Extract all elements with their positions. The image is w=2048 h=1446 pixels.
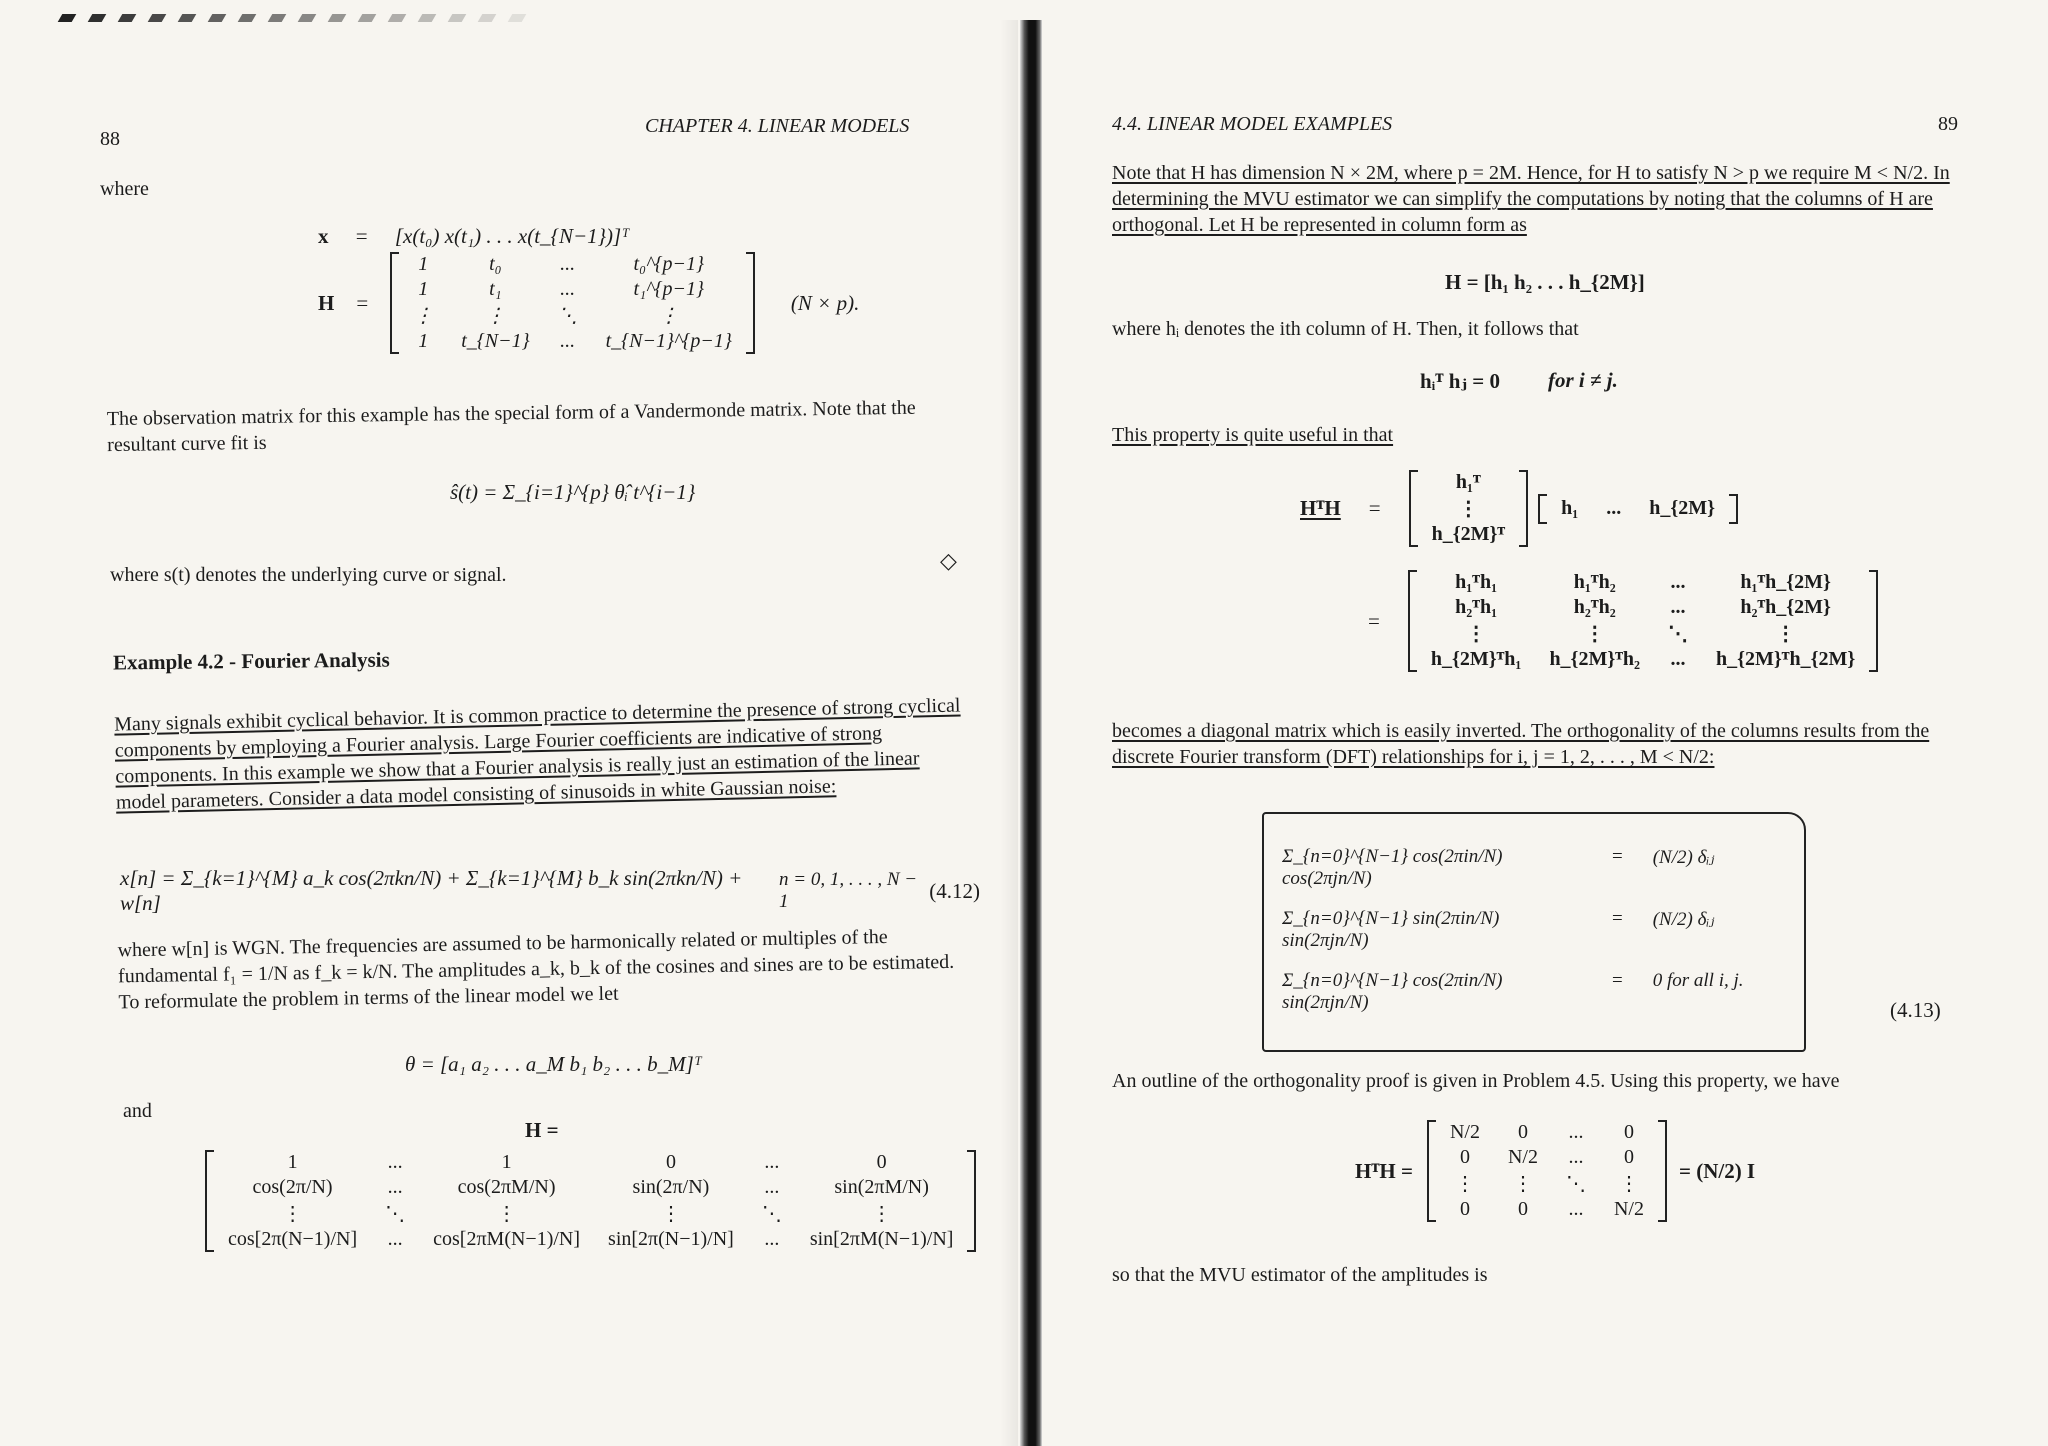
scan-artifact-mark [268,14,287,22]
matrix-cell: 1 [501,1151,512,1173]
matrix-cell: h₁ᵀh_{2M} [1740,571,1831,593]
matrix-cell: 0 [665,1151,676,1173]
eq-412-number: (4.12) [929,878,980,903]
matrix-bracket-right [746,252,755,354]
matrix-cell: ⋮ [1618,1173,1639,1195]
scan-artifact-mark [88,14,107,22]
fourier-paragraph-text: Many signals exhibit cyclical behavior. It is common practice to determine the presence of strong cyclical components by employing a Fourier analysis. Large Fourier coefficients are indicative of strong components. In this example we show that a Fourier analysis is really just an estimation of the linear model parameters. Consider a data model consisting of sinusoids in white Gaussian noise: [113,694,961,814]
where-label-1: where [100,178,149,200]
scan-artifact-mark [238,14,257,22]
matrix-cell: ⋮ [1454,1173,1475,1195]
hth-diag-rhs: = (N/2) I [1678,1158,1756,1183]
matrix-cell: ⋮ [1512,1173,1533,1195]
matrix-cell: t_{N−1} [461,330,530,352]
eq-x-lhs: x [318,224,329,248]
scan-artifact-mark [148,14,167,22]
hth-column-matrix [1409,470,1528,547]
dft-relation-rhs: (N/2) δᵢⱼ [1652,847,1715,868]
matrix-cell: h₁ᵀ [1455,471,1481,493]
matrix-row [1418,522,1519,547]
scan-artifact-mark [388,14,407,22]
matrix-row [214,1175,967,1200]
matrix-row [1436,1120,1658,1145]
matrix-cell: h₂ᵀh₁ [1455,596,1498,618]
equation-hth-full [1368,570,1878,672]
matrix-cell: ⋱ [1565,1173,1586,1195]
matrix-cell: h₁ [1561,497,1579,519]
equation-hth-diagonal [1355,1120,1755,1222]
matrix-cell: ⋮ [660,1203,681,1225]
matrix-bracket-right [1519,470,1528,547]
matrix-cell: ⋮ [413,305,434,327]
matrix-cell: t_{N−1}^{p−1} [605,330,732,352]
matrix-cell: t₁^{p−1} [633,278,704,300]
matrix-cell: 1 [418,278,429,300]
matrix-cell: h₂ᵀh₂ [1573,596,1616,618]
dft-relations-list [1264,814,1804,1046]
equation-curve-fit: ŝ(t) = Σ_{i=1}^{p} θ̂ᵢ t^{i−1} [450,480,696,504]
matrix-cell: h₁ᵀh₂ [1573,571,1616,593]
equation-h-vandermonde [318,252,859,354]
dft-relation-rhs: (N/2) δᵢⱼ [1652,909,1715,930]
right-page-number: 89 [1938,113,1958,135]
scan-artifact-mark [328,14,347,22]
matrix-row [214,1200,967,1227]
matrix-cell: ⋱ [1668,623,1689,645]
matrix-bracket-left [390,252,399,354]
matrix-cell: ... [387,1176,403,1198]
matrix-row [1436,1170,1658,1197]
matrix-row [214,1150,967,1175]
equation-x-vector [318,224,629,249]
scan-artifact-mark [298,14,317,22]
end-of-example-diamond: ◇ [940,548,957,573]
matrix-row [1436,1145,1658,1170]
matrix-row [399,252,746,277]
dimension-paragraph [1112,160,1958,238]
matrix-row [399,329,746,354]
matrix-cell: 0 [1517,1198,1528,1220]
dft-relation-row [1282,908,1786,952]
hth-full-matrix [1408,570,1878,672]
matrix-cell: sin[2πM(N−1)/N] [809,1228,954,1250]
matrix-cell: ⋮ [485,305,506,327]
matrix-cell: ... [1568,1121,1584,1143]
matrix-cell: h_{2M}ᵀh_{2M} [1716,648,1856,670]
matrix-row [1418,495,1519,522]
hth-diagonal-table [1436,1120,1658,1222]
hth-full-table [1417,570,1869,672]
dft-relation-lhs: Σ_{n=0}^{N−1} cos(2πin/N) sin(2πjn/N) [1282,970,1503,1013]
matrix-row [1417,647,1869,672]
matrix-cell: N/2 [1613,1198,1644,1220]
dft-relation-row [1282,846,1786,890]
matrix-cell: ⋱ [557,305,578,327]
matrix-bracket-left [1409,470,1418,547]
matrix-bracket-right [967,1150,976,1252]
matrix-row [399,277,746,302]
matrix-cell: ⋮ [282,1203,303,1225]
matrix-cell: ... [1670,596,1686,618]
matrix-cell: cos(2π/N) [252,1176,333,1198]
matrix-cell: t₀ [489,253,502,275]
hth-column-table [1418,470,1519,547]
eq-h-lhs: H [318,290,335,315]
eq-412-range: n = 0, 1, . . . , N − 1 [779,869,918,912]
fourier-h-matrix [205,1150,976,1258]
fourier-intro-paragraph [114,692,966,815]
matrix-cell: ⋱ [761,1203,782,1225]
scan-artifact-mark [118,14,137,22]
matrix-cell: N/2 [1507,1146,1538,1168]
matrix-cell: 0 [1459,1146,1470,1168]
hth-row-table [1547,496,1729,521]
matrix-cell: h_{2M}ᵀ [1431,523,1506,545]
left-running-head: CHAPTER 4. LINEAR MODELS [645,115,910,137]
diagonal-paragraph [1112,718,1958,770]
matrix-cell: t₁ [489,278,502,300]
matrix-bracket-right [1729,494,1738,524]
matrix-cell: ⋮ [871,1203,892,1225]
where-signal-text: where s(t) denotes the underlying curve or signal. [110,564,507,586]
matrix-cell: 0 [1623,1146,1634,1168]
hth-diagonal-matrix [1427,1120,1667,1222]
dft-relation-lhs: Σ_{n=0}^{N−1} sin(2πin/N) sin(2πjn/N) [1282,908,1500,951]
eq-x-op: = [355,224,368,248]
fourier-matrix-wrap [205,1150,976,1252]
dft-relation-lhs: Σ_{n=0}^{N−1} cos(2πin/N) cos(2πjn/N) [1282,846,1503,889]
matrix-cell: cos[2π(N−1)/N] [228,1228,358,1250]
scan-artifact-mark [58,14,77,22]
equation-4-12 [120,866,980,916]
and-label: and [123,1100,152,1122]
matrix-cell: ... [560,330,576,352]
equation-orthogonality [1420,368,1618,394]
matrix-cell: ⋮ [658,305,679,327]
hth-eq-sign: = [1368,496,1381,520]
matrix-row [1417,570,1869,595]
diagonal-paragraph-text: becomes a diagonal matrix which is easily inverted. The orthogonality of the columns results from the discrete Fourier transform (DFT) relationships for i, j = 1, 2, . . . , M < N/2: [1112,720,1930,768]
book-spine [1020,20,1042,1446]
matrix-cell: ... [1606,497,1622,519]
eq-h-dims: (N × p). [790,290,860,315]
dft-relation-equals: = [1612,846,1623,867]
scan-artifact-mark [358,14,377,22]
matrix-row [214,1227,967,1252]
matrix-row [1417,620,1869,647]
matrix-cell: 0 [876,1151,887,1173]
matrix-cell: ... [1670,571,1686,593]
scan-artifact-mark [448,14,467,22]
vandermonde-paragraph: The observation matrix for this example has the special form of a Vandermonde matrix. Note that the resultant curve fit is [106,396,916,457]
eq-412-body: x[n] = Σ_{k=1}^{M} a_k cos(2πkn/N) + Σ_{k=1}^{M} b_k sin(2πkn/N) + w[n] [120,866,743,915]
matrix-cell: sin[2π(N−1)/N] [608,1228,734,1250]
matrix-cell: 0 [1517,1121,1528,1143]
outline-paragraph: An outline of the orthogonality proof is given in Problem 4.5. Using this property, we have [1112,1070,1840,1092]
matrix-bracket-left [205,1150,214,1252]
matrix-cell: ⋮ [1775,623,1796,645]
matrix-bracket-left [1427,1120,1436,1222]
hth-row-matrix [1538,494,1738,524]
matrix-cell: h_{2M}ᵀh₂ [1549,648,1641,670]
matrix-bracket-left [1408,570,1417,672]
matrix-cell: 1 [418,330,429,352]
matrix-cell: ... [1568,1198,1584,1220]
matrix-bracket-right [1869,570,1878,672]
vandermonde-matrix [390,252,755,354]
equation-theta: θ = [a₁ a₂ . . . a_M b₁ b₂ . . . b_M]ᵀ [405,1052,702,1076]
scan-artifact-mark [178,14,197,22]
dft-relation-equals: = [1612,908,1623,929]
matrix-cell: sin(2πM/N) [834,1176,929,1198]
matrix-cell: ... [764,1176,780,1198]
eq-h-op: = [356,290,369,315]
matrix-cell: ... [560,278,576,300]
matrix-cell: 1 [418,253,429,275]
dft-relation-equals: = [1612,970,1623,991]
matrix-cell: ... [764,1228,780,1250]
matrix-cell: ⋮ [1584,623,1605,645]
dft-relation-rhs: 0 for all i, j. [1652,970,1744,991]
matrix-cell: 0 [1459,1198,1470,1220]
matrix-cell: ... [560,253,576,275]
matrix-row [1436,1197,1658,1222]
eq-413-number: (4.13) [1890,998,1941,1022]
equation-h-columns: H = [h₁ h₂ . . . h_{2M}] [1445,270,1645,294]
matrix-cell: 0 [1623,1121,1634,1143]
matrix-bracket-right [1658,1120,1667,1222]
hth-full-eq-sign: = [1368,608,1380,633]
wgn-paragraph-text: where w[n] is WGN. The frequencies are assumed to be harmonically related or multiples of the fundamental f₁ = 1/N as f_k = k/N. The amplitudes a_k, b_k of the cosines and sines are to be estimated. To reformulate the problem in terms of the linear model we let [117,925,955,1014]
left-page-number: 88 [100,128,120,150]
matrix-cell: ⋮ [1458,498,1479,520]
example-title: Example 4.2 - Fourier Analysis [112,647,390,675]
hi-paragraph: where hᵢ denotes the ith column of H. Then, it follows that [1112,318,1579,340]
eq-h2-label: H = [525,1118,559,1142]
matrix-cell: ... [1670,648,1686,670]
matrix-cell: ... [764,1151,780,1173]
wgn-paragraph [117,923,968,1016]
scan-artifact-mark [208,14,227,22]
matrix-row [1417,595,1869,620]
matrix-row [1547,496,1729,521]
fourier-matrix-table [214,1150,967,1252]
mvu-paragraph: so that the MVU estimator of the amplitudes is [1112,1264,1488,1286]
page-gutter-shadow [1000,20,1018,1446]
matrix-cell: ⋱ [385,1203,406,1225]
matrix-cell: h_{2M}ᵀh₁ [1430,648,1522,670]
matrix-cell: t₀^{p−1} [633,253,704,275]
hth-diag-lhs: HᵀH = [1355,1158,1413,1183]
matrix-cell: cos(2πM/N) [457,1176,556,1198]
matrix-row [1418,470,1519,495]
scan-artifact-mark [508,14,527,22]
eq-x-rhs: [x(t₀) x(t₁) . . . x(t_{N−1})]ᵀ [394,224,630,248]
matrix-cell: 1 [287,1151,298,1173]
eq-orth-cond: for i ≠ j. [1547,368,1618,392]
hth-lhs: HᵀH [1300,496,1341,520]
matrix-cell: ⋮ [496,1203,517,1225]
useful-paragraph: This property is quite useful in that [1112,424,1394,446]
scan-artifact-mark [418,14,437,22]
matrix-cell: h₁ᵀh₁ [1455,571,1498,593]
right-running-head: 4.4. LINEAR MODEL EXAMPLES [1112,113,1393,135]
matrix-cell: ⋮ [1466,623,1487,645]
dft-relations-box [1262,812,1806,1052]
equation-hth-product [1300,470,1738,547]
matrix-cell: h_{2M} [1649,497,1715,519]
matrix-cell: ... [387,1151,403,1173]
matrix-cell: ... [387,1228,403,1250]
matrix-cell: N/2 [1449,1121,1480,1143]
dft-relation-row [1282,970,1786,1014]
eq-orth-lhs: hᵢᵀ hⱼ = 0 [1420,369,1500,393]
matrix-cell: h₂ᵀh_{2M} [1740,596,1831,618]
matrix-bracket-left [1538,494,1547,524]
dimension-paragraph-text: Note that H has dimension N × 2M, where p = 2M. Hence, for H to satisfy N > p we require M < N/2. In determining the MVU estimator we can simplify the computations by noting that the columns of H are orthogonal. Let H be represented in column form as [1112,162,1950,236]
scan-artifact-mark [478,14,497,22]
matrix-cell: cos[2πM(N−1)/N] [433,1228,581,1250]
matrix-cell: ... [1568,1146,1584,1168]
matrix-row [399,302,746,329]
vandermonde-table [399,252,746,354]
matrix-cell: sin(2π/N) [632,1176,710,1198]
